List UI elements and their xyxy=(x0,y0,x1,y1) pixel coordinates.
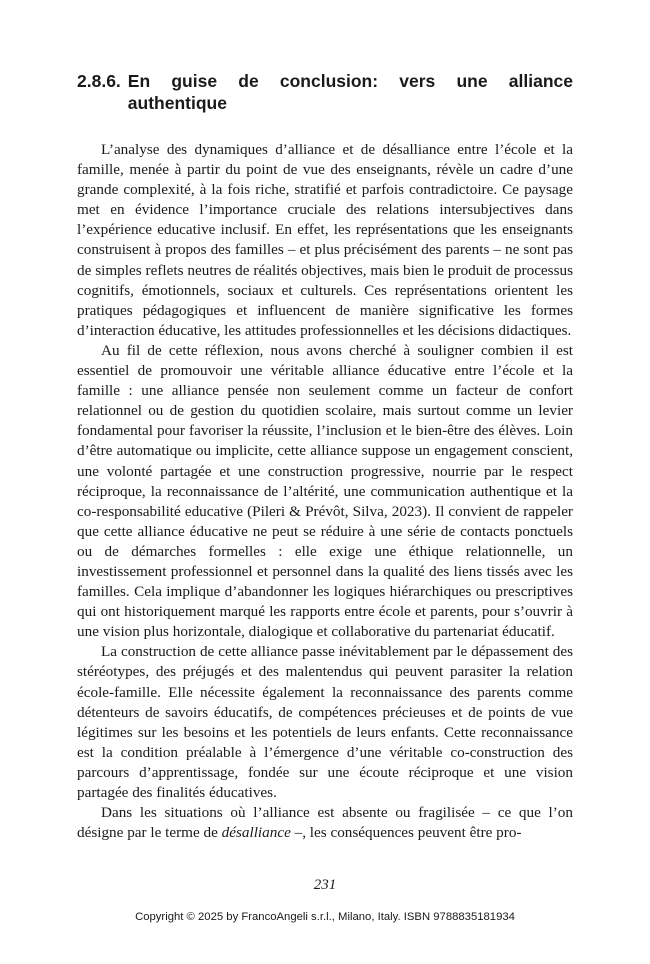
copyright-notice: Copyright © 2025 by FrancoAngeli s.r.l., Milano, Italy. ISBN 9788835181934 xyxy=(135,911,515,923)
paragraph-4-end: –, les conséquences peuvent être pro- xyxy=(290,824,522,842)
paragraph-2: Au fil de cette réflexion, nous avons cherché à souligner combien il est essentiel de promouvoir une véritable alliance éducative entre l’école et la famille : une alliance pensée non seulement comme un facteur de confort relationnel ou de gestion du quotidien scolaire, mais surtout comme un levier fondamental pour favoriser la réussite, l’inclusion et le bien-être des élèves. Loin d’être automatique ou implicite, cette alliance suppose un engagement conscient, une volonté partagée et une construction progressive, nourrie par le respect réciproque, la reconnaissance de l’altérité, une communication authentique et la co-responsabilité educative (Pileri & Prévôt, Silva, 2023). Il convient de rappeler que cette alliance éducative ne peut se réduire à une série de contacts ponctuels ou de démarches formelles : elle exige une éthique relationnelle, un investissement professionnel et personnel dans la qualité des liens tissés avec les familles. Cela implique d’abandonner les logiques hiérarchiques ou prescriptives qui ont historiquement marqué les rapports entre école et parents, pour s’ouvrir à une vision plus horizontale, dialogique et collaborative du partenariat éducatif. xyxy=(77,341,573,641)
section-title: En guise de conclusion: vers une alliance authentique xyxy=(127,71,573,113)
page-content xyxy=(77,70,573,843)
paragraph-3: La construction de cette alliance passe inévitablement par le dépassement des stéréotypes, des préjugés et des malentendus qui peuvent parasiter la relation école-famille. Elle nécessite également la reconnaissance des parents comme détenteurs de savoirs éducatifs, de compétences précieuses et de points de vue légitimes sur les besoins et les potentiels de leurs enfants. Cette reconnaissance est la condition préalable à l’émergence d’une véritable co-construction des parcours d’apprentissage, fondée sur une écoute réciproque et une vision partagée des finalités éducatives. xyxy=(77,643,573,801)
section-number: 2.8.6. xyxy=(77,71,121,91)
paragraph-1: L’analyse des dynamiques d’alliance et de désalliance entre l’école et la famille, menée à partir du point de vue des enseignants, révèle un cadre d’une grande complexité, à la fois riche, stratifié et parfois contradictoire. Ce paysage met en évidence l’importance cruciale des relations intersubjectives dans l’expérience educative inclusif. En effet, les représentations que les enseignants construisent à propos des familles – et plus précisément des parents – ne sont pas de simples reflets neutres de réalités objectives, mais bien le produit de processus cognitifs, émotionnels, sociaux et culturels. Ces représentations orientent les pratiques pédagogiques et influencent de manière significative les formes d’interaction éducative, les attitudes professionnelles et les décisions didactiques. xyxy=(77,141,573,339)
page-number: 231 xyxy=(313,877,337,893)
section-heading xyxy=(77,70,573,114)
emphasized-term: désalliance xyxy=(221,824,291,842)
paragraph-4 xyxy=(77,803,573,843)
body-text xyxy=(77,140,573,843)
paragraph-4-start: Dans les situations où l’alliance est absente ou fragilisée – ce que l’on désigne par le terme de xyxy=(77,804,573,842)
